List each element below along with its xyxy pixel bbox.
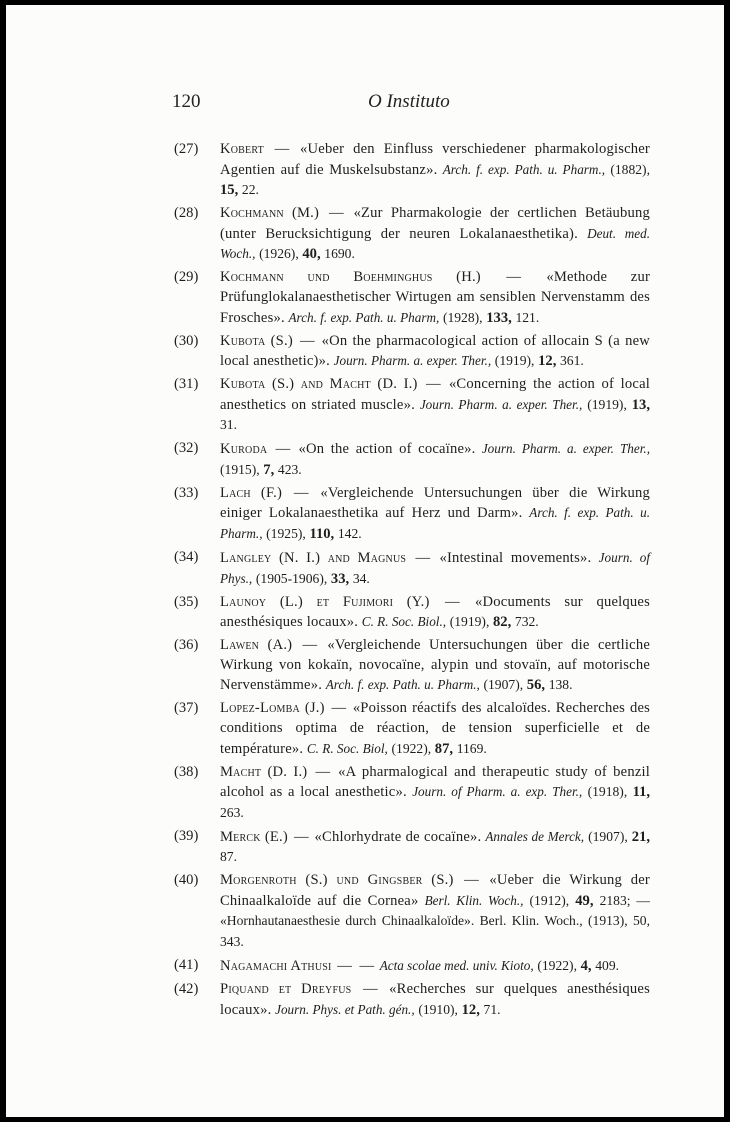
reference-year: (1907),: [483, 677, 524, 693]
page-number: 120: [172, 91, 201, 112]
reference-separator: —: [482, 269, 545, 286]
reference-pages: 142.: [337, 526, 362, 542]
reference-journal: Journ. Pharm. a. exper. Ther.,: [419, 396, 583, 412]
reference-authors: Piquand et Dreyfus: [220, 981, 352, 998]
reference-item: [174, 763, 650, 824]
reference-year: (1919),: [587, 396, 627, 412]
reference-pages: 1169.: [456, 740, 487, 756]
reference-number: (30): [174, 332, 199, 349]
reference-item: [174, 980, 650, 1020]
reference-item: [174, 827, 650, 868]
reference-authors: Nagamachi Athusi: [220, 958, 332, 975]
reference-separator: —: [269, 441, 297, 458]
reference-volume: 7,: [263, 461, 275, 478]
reference-separator: —: [359, 958, 378, 975]
reference-authors: Langley (N. I.) and Magnus: [220, 550, 407, 567]
reference-title: «Methode zur Prüfunglokalanaesthetischer Wirtugen am sensiblen Nervenstamm des Frosches».: [220, 269, 651, 326]
reference-number: (27): [174, 141, 199, 157]
reference-text: [220, 375, 650, 436]
reference-pages: 361.: [560, 353, 584, 369]
reference-volume: 49,: [575, 892, 594, 909]
reference-volume: 110,: [309, 526, 335, 543]
reference-journal: Berl. Klin. Woch.,: [424, 892, 524, 908]
reference-journal: Journ. Pharm. a. exper. Ther.,: [481, 441, 650, 457]
reference-authors: Kubota (S.) and Macht (D. I.): [220, 376, 418, 393]
reference-year: (1928),: [442, 309, 483, 325]
reference-text: [220, 140, 650, 201]
reference-title: «Concerning the action of local anesthetics on striated muscle».: [220, 376, 651, 413]
reference-title: «Chlorhydrate de cocaïne».: [314, 828, 482, 845]
reference-number: (33): [174, 484, 199, 501]
reference-item: [174, 332, 650, 372]
reference-text: [220, 204, 650, 265]
reference-volume: 12,: [538, 353, 557, 370]
reference-number: (36): [174, 637, 199, 654]
reference-separator: —: [309, 763, 337, 780]
reference-journal: Arch. f. exp. Path. u. Pharm,: [288, 309, 440, 325]
document-page: [6, 5, 724, 1117]
reference-pages: 87.: [220, 849, 237, 865]
reference-number: (41): [174, 957, 199, 974]
reference-item: [174, 593, 650, 633]
reference-year: (1919),: [494, 353, 535, 369]
reference-text: [220, 699, 650, 759]
reference-volume: 133,: [486, 309, 512, 326]
reference-separator: —: [294, 637, 326, 654]
reference-journal: Arch. f. exp. Path. u. Pharm.,: [220, 505, 650, 542]
reference-pages: 31.: [220, 417, 237, 433]
reference-number: (35): [174, 593, 199, 610]
reference-number: (39): [174, 827, 199, 844]
reference-authors: Morgenroth (S.) und Gingsber (S.): [220, 872, 454, 889]
reference-year: (1907),: [588, 828, 628, 844]
reference-text: [220, 636, 650, 696]
reference-journal: Arch. f. exp. Path. u. Pharm.,: [442, 161, 606, 177]
reference-text: [220, 871, 650, 952]
reference-pages: 2183; — «Hornhautanaesthesie durch Chinaalkaloïde». Berl. Klin. Woch., (1913), 50, 343.: [220, 892, 650, 950]
reference-volume: 33,: [330, 570, 350, 587]
reference-separator: —: [408, 550, 438, 567]
reference-journal: Deut. med. Woch.,: [220, 225, 650, 262]
reference-authors: Macht (D. I.): [220, 763, 308, 780]
reference-separator: —: [326, 700, 351, 717]
reference-number: (28): [174, 205, 199, 222]
reference-title: «Ueber die Wirkung der Chinaalkaloïde auf die Cornea»: [220, 872, 650, 909]
reference-year: (1882),: [610, 161, 650, 177]
reference-pages: 732.: [514, 614, 539, 630]
reference-volume: 56,: [526, 677, 546, 694]
reference-separator: —: [353, 981, 388, 998]
reference-journal: Acta scolae med. univ. Kioto,: [379, 958, 534, 974]
reference-authors: Lach (F.): [220, 484, 283, 501]
reference-item: [174, 204, 650, 265]
reference-text: [220, 268, 650, 328]
reference-journal: Arch. f. exp. Path. u. Pharm.,: [325, 677, 480, 693]
reference-number: (40): [174, 872, 199, 889]
reference-item: [174, 439, 650, 480]
reference-pages: 1690.: [324, 246, 355, 262]
reference-volume: 15,: [220, 182, 239, 199]
reference-year: (1922),: [537, 958, 577, 974]
page-header: [166, 91, 636, 115]
running-title: O Instituto: [368, 91, 450, 112]
reference-volume: 11,: [632, 784, 651, 801]
reference-item: [174, 956, 650, 977]
reference-title: «Recherches sur quelques anesthésiques locaux».: [220, 981, 650, 1018]
reference-pages: 22.: [241, 182, 259, 198]
reference-journal: C. R. Soc. Biol.,: [361, 614, 447, 630]
reference-separator: —: [333, 958, 356, 975]
reference-journal: Journ. Pharm. a. exper. Ther.,: [333, 353, 492, 369]
reference-year: (1905-1906),: [255, 570, 328, 586]
reference-authors: Kuroda: [220, 441, 268, 458]
reference-title: «Documents sur quelques anesthésiques locaux».: [220, 593, 650, 631]
reference-authors: Merck (E.): [220, 828, 288, 845]
reference-separator: —: [265, 141, 299, 157]
reference-title: «Zur Pharmakologie der certlichen Betäubung (unter Berucksichtigung der neuren Lokalanaesthetika).: [220, 205, 651, 242]
reference-item: [174, 699, 650, 759]
reference-title: «A pharmalogical and therapeutic study of benzil alcohol as a local anesthetic».: [220, 763, 651, 801]
reference-item: [174, 375, 650, 436]
reference-item: [174, 871, 650, 952]
reference-number: (34): [174, 549, 199, 566]
reference-text: [220, 593, 650, 633]
reference-pages: 423.: [277, 461, 302, 477]
reference-number: (31): [174, 376, 199, 393]
reference-volume: 40,: [302, 246, 321, 263]
reference-authors: Launoy (L.) et Fujimori (Y.): [220, 593, 430, 610]
reference-text: [220, 332, 650, 372]
reference-pages: 138.: [548, 677, 573, 693]
reference-text: [220, 763, 650, 824]
reference-year: (1910),: [418, 1001, 458, 1017]
reference-volume: 87,: [434, 740, 454, 757]
reference-volume: 12,: [461, 1001, 480, 1018]
reference-journal: Journ. of Phys.,: [220, 550, 651, 586]
reference-authors: Lopez-Lomba (J.): [220, 700, 325, 717]
reference-title: «Vergleichende Untersuchungen über die certliche Wirkung von kokaïn, novocaïne, alypin und stovaïn, auf motorische Nervenstämme».: [220, 637, 651, 694]
reference-number: (42): [174, 981, 199, 998]
reference-item: [174, 484, 650, 545]
reference-year: (1915),: [220, 461, 260, 477]
reference-separator: —: [284, 484, 319, 501]
reference-year: (1912),: [529, 892, 570, 908]
reference-title: «Poisson réactifs des alcaloïdes. Recherches des conditions optima de réaction, de tension superficielle et de température».: [220, 700, 651, 757]
reference-authors: Kochmann (M.): [220, 205, 320, 222]
reference-volume: 4,: [580, 958, 592, 975]
reference-authors: Lawen (A.): [220, 637, 293, 654]
reference-number: (37): [174, 700, 199, 717]
reference-journal: Annales de Merck,: [485, 828, 585, 844]
reference-authors: Kobert: [220, 141, 264, 157]
reference-item: [174, 268, 650, 328]
reference-text: [220, 827, 650, 868]
reference-separator: —: [289, 828, 313, 845]
reference-year: (1925),: [266, 526, 306, 542]
reference-pages: 409.: [595, 958, 620, 974]
reference-number: (38): [174, 763, 199, 780]
reference-year: (1926),: [259, 246, 299, 262]
reference-year: (1918),: [587, 784, 628, 800]
reference-title: «Intestinal movements».: [439, 550, 592, 567]
reference-volume: 21,: [631, 828, 651, 845]
reference-authors: Kochmann und Boehminghus (H.): [220, 269, 481, 286]
reference-text: [220, 956, 650, 977]
reference-pages: 71.: [483, 1001, 501, 1017]
reference-year: (1922),: [391, 740, 432, 756]
reference-journal: Journ. of Pharm. a. exp. Ther.,: [412, 784, 583, 800]
reference-journal: C. R. Soc. Biol,: [306, 740, 388, 756]
reference-pages: 263.: [220, 804, 244, 820]
reference-title: «Ueber den Einfluss verschiedener pharmakologischer Agentien auf die Muskelsubstanz».: [220, 141, 650, 178]
reference-number: (32): [174, 440, 199, 457]
reference-text: [220, 548, 650, 589]
reference-separator: —: [321, 205, 352, 222]
reference-separator: —: [431, 593, 474, 610]
reference-title: «On the action of cocaïne».: [298, 441, 476, 458]
reference-item: [174, 140, 650, 201]
reference-text: [220, 980, 650, 1020]
reference-journal: Journ. Phys. et Path. gén.,: [275, 1001, 415, 1017]
reference-pages: 34.: [352, 570, 370, 586]
reference-authors: Kubota (S.): [220, 332, 293, 349]
reference-separator: —: [419, 376, 447, 393]
reference-number: (29): [174, 269, 199, 286]
reference-item: [174, 636, 650, 696]
reference-volume: 13,: [631, 396, 650, 413]
reference-text: [220, 439, 650, 480]
reference-title: «On the pharmacological action of allocain S (a new local anesthetic)».: [220, 332, 651, 370]
reference-pages: 121.: [515, 309, 540, 325]
reference-list: [174, 140, 650, 1024]
reference-item: [174, 548, 650, 589]
reference-title: «Vergleichende Untersuchungen über die Wirkung einiger Lokalanaesthetika auf Herz und Darm».: [220, 484, 650, 522]
reference-separator: —: [455, 872, 488, 889]
reference-volume: 82,: [493, 614, 512, 631]
reference-separator: —: [294, 332, 320, 349]
reference-year: (1919),: [449, 614, 490, 630]
reference-text: [220, 484, 650, 545]
